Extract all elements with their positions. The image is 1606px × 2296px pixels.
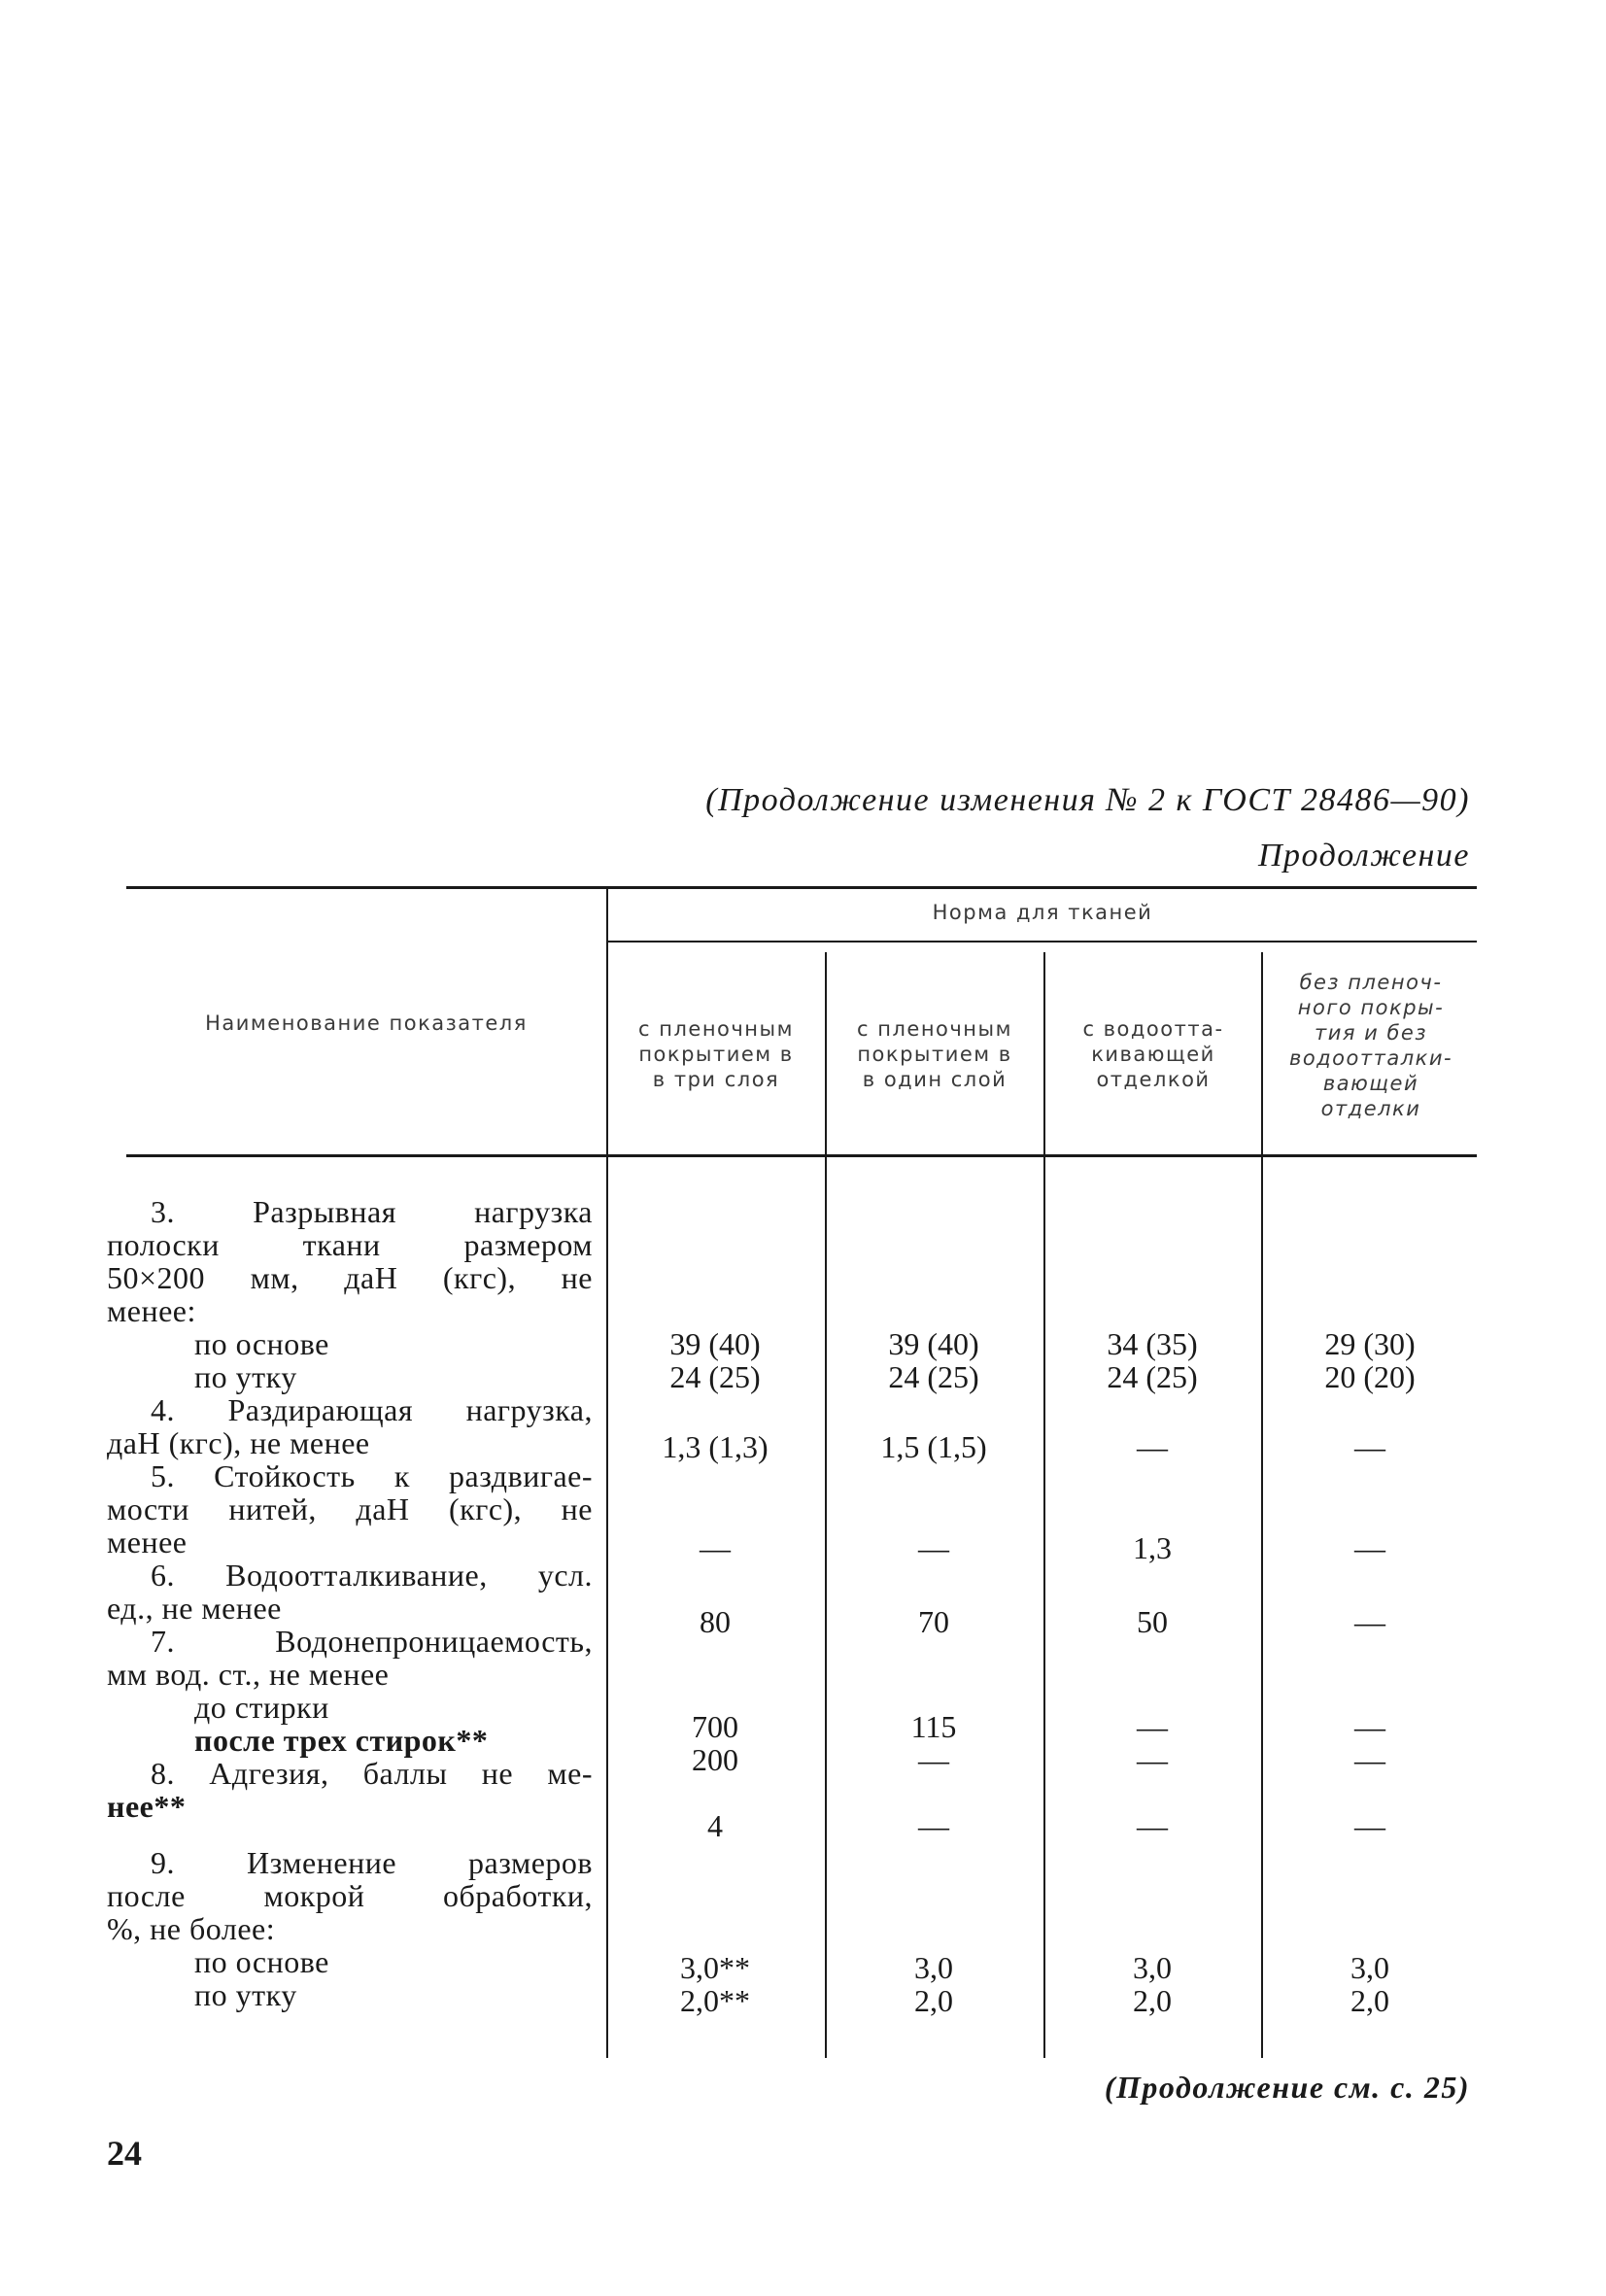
table-cell: 80 bbox=[700, 1604, 731, 1639]
table-cell: 3,0 bbox=[1350, 1950, 1389, 1985]
row-label-breaking-load: 3. Разрывная нагрузка полоски ткани размером 50×200 мм, даН (кгс), не менее: bbox=[107, 1194, 593, 1328]
row-label-tearing-load: 4. Раздирающая нагрузка, даН (кгс), не менее bbox=[107, 1392, 593, 1460]
table-cell: — bbox=[1354, 1604, 1385, 1639]
continuation-footer: (Продолжение см. с. 25) bbox=[1104, 2070, 1470, 2105]
table-cell: — bbox=[1354, 1530, 1385, 1565]
table-cell: 200 bbox=[692, 1742, 738, 1777]
table-cell: 3,0 bbox=[1133, 1950, 1172, 1985]
table-cell: 4 bbox=[707, 1808, 723, 1843]
column-divider-3 bbox=[1043, 952, 1045, 2058]
row-label-warp-2: по основе bbox=[194, 1944, 329, 1979]
table-cell: 39 (40) bbox=[888, 1326, 979, 1361]
table-cell: 29 (30) bbox=[1324, 1326, 1416, 1361]
table-cell: 39 (40) bbox=[669, 1326, 761, 1361]
table-cell: 2,0** bbox=[680, 1983, 750, 2018]
table-cell: — bbox=[700, 1530, 731, 1565]
table-cell: 1,3 (1,3) bbox=[662, 1429, 769, 1464]
table-cell: 24 (25) bbox=[1107, 1359, 1198, 1394]
table-cell: 3,0** bbox=[680, 1950, 750, 1985]
norm-group-header: Норма для тканей bbox=[932, 901, 1153, 924]
table-cell: — bbox=[1137, 1808, 1168, 1843]
table-cell: — bbox=[1137, 1429, 1168, 1464]
table-cell: 20 (20) bbox=[1324, 1359, 1416, 1394]
continuation-label: Продолжение bbox=[1257, 838, 1470, 874]
column-header-no-coating: без пленоч- ного покры- тия и без водоотталки- вающей отделки bbox=[1288, 971, 1453, 1120]
table-cell: 50 bbox=[1137, 1604, 1168, 1639]
row-label-water-resistance: 7. Водонепроницаемость, мм вод. ст., не менее bbox=[107, 1624, 593, 1692]
table-cell: — bbox=[1137, 1709, 1168, 1744]
table-cell: — bbox=[918, 1530, 949, 1565]
table-cell: — bbox=[1354, 1742, 1385, 1777]
table-cell: 700 bbox=[692, 1709, 738, 1744]
column-header-one-layer: с пленочным покрытием в в один слой bbox=[857, 1017, 1012, 1091]
row-label-weft-2: по утку bbox=[194, 1977, 297, 2012]
row-label-after-three-washes: после трех стирок** bbox=[194, 1723, 489, 1758]
table-cell: — bbox=[1137, 1742, 1168, 1777]
table-cell: — bbox=[1354, 1429, 1385, 1464]
column-divider-2 bbox=[825, 952, 827, 2058]
column-divider-4 bbox=[1261, 952, 1263, 2058]
table-cell: 1,5 (1,5) bbox=[880, 1429, 987, 1464]
table-cell: — bbox=[1354, 1709, 1385, 1744]
row-label-water-repellency: 6. Водоотталкивание, усл. ед., не менее bbox=[107, 1558, 593, 1626]
table-cell: 2,0 bbox=[1350, 1983, 1389, 2018]
column-header-three-layer: с пленочным покрытием в в три слоя bbox=[638, 1017, 794, 1091]
page-number: 24 bbox=[107, 2134, 142, 2173]
table-cell: — bbox=[918, 1808, 949, 1843]
group-header-rule bbox=[607, 941, 1477, 942]
table-cell: 3,0 bbox=[914, 1950, 953, 1985]
table-cell: 34 (35) bbox=[1107, 1326, 1198, 1361]
table-cell: 115 bbox=[910, 1709, 957, 1744]
row-label-warp: по основе bbox=[194, 1326, 329, 1361]
name-column-header: Наименование показателя bbox=[205, 1011, 528, 1035]
table-cell: 2,0 bbox=[1133, 1983, 1172, 2018]
table-cell: 24 (25) bbox=[888, 1359, 979, 1394]
document-header: (Продолжение изменения № 2 к ГОСТ 28486—90) bbox=[705, 782, 1470, 818]
row-label-weft: по утку bbox=[194, 1359, 297, 1394]
column-header-water-repellent: с водоотта- кивающей отделкой bbox=[1082, 1017, 1224, 1091]
row-label-slippage: 5. Стойкость к раздвигае- мости нитей, даН (кгс), не менее bbox=[107, 1458, 593, 1559]
table-cell: — bbox=[918, 1742, 949, 1777]
table-cell: 70 bbox=[918, 1604, 949, 1639]
table-cell: 1,3 bbox=[1133, 1530, 1172, 1565]
column-divider-1 bbox=[606, 888, 608, 2058]
header-bottom-rule bbox=[126, 1154, 1477, 1157]
table-cell: 24 (25) bbox=[669, 1359, 761, 1394]
row-label-before-washing: до стирки bbox=[194, 1690, 329, 1725]
table-top-rule bbox=[126, 886, 1477, 889]
row-label-dimensional-change: 9. Изменение размеров после мокрой обработки, %, не более: bbox=[107, 1845, 593, 1946]
table-cell: — bbox=[1354, 1808, 1385, 1843]
table-cell: 2,0 bbox=[914, 1983, 953, 2018]
row-label-adhesion: 8. Адгезия, баллы не ме- нее** bbox=[107, 1756, 593, 1824]
